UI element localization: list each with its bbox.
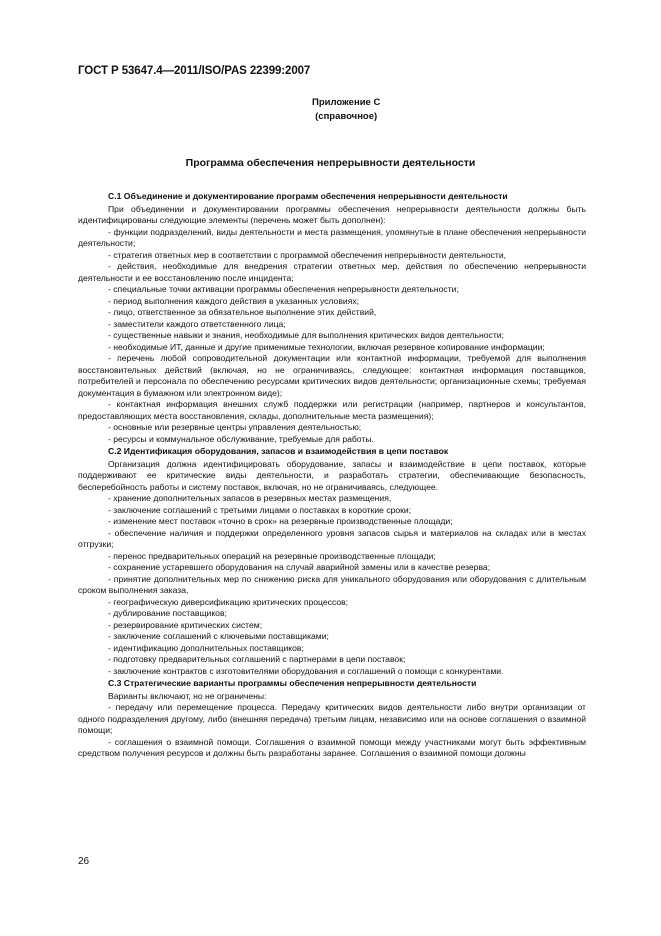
appendix-label: Приложение С: [312, 97, 381, 108]
paragraph: - специальные точки активации программы обеспечения непрерывности деятельности;: [108, 284, 459, 294]
paragraph: - функции подразделений, виды деятельности и места размещения, упомянутые в плане обеспечения непрерывности деятельности;: [78, 226, 586, 248]
paragraph: - необходимые ИТ, данные и другие применимые технологии, включая резервное копирование информации;: [108, 341, 545, 352]
standard-header: ГОСТ Р 53647.4—2011/ISO/PAS 22399:2007: [78, 65, 311, 77]
section-heading: С.3 Стратегические варианты программы обеспечения непрерывности деятельности: [108, 678, 477, 688]
paragraph: - стратегия ответных мер в соответствии с программой обеспечения непрерывности деятельности,: [108, 249, 507, 260]
paragraph: - принятие дополнительных мер по снижению риска для уникального оборудования или оборудования с длительным сроком выполнения заказа,: [78, 573, 586, 595]
paragraph: - период выполнения каждого действия в указанных условиях;: [108, 295, 360, 306]
paragraph: - резервирование критических систем;: [108, 619, 263, 630]
paragraph: - лицо, ответственное за обязательное выполнение этих действий,: [108, 307, 377, 317]
paragraph: При объединении и документировании программы обеспечения непрерывности деятельности должны быть идентифицированы следующие элементы (перечень может быть дополнен):: [78, 203, 586, 225]
section-heading: С.1 Объединение и документирование программ обеспечения непрерывности деятельности: [108, 191, 508, 201]
paragraph: - соглашения о взаимной помощи. Соглашения о взаимной помощи между участниками могут быть эффективным средством получения ресурсов и должны быть разработаны заранее. Соглашения о взаимной помощи должны: [78, 736, 586, 758]
paragraph: - перечень любой сопроводительной документации или контактной информации, требуемой для выполнения восстановительных действий (включая, но не ограничиваясь, следующее: контактная информация поставщиков, потребителей и персонала по обеспечению ресурсами критических видов деятельности; организационные схемы; требуемая документация в бумажном или электронном виде);: [78, 353, 586, 398]
paragraph: - хранение дополнительных запасов в резервных местах размещения,: [108, 493, 392, 503]
paragraph: Варианты включают, но не ограничены:: [108, 690, 267, 701]
paragraph: - основные или резервные центры управления деятельностью;: [108, 422, 362, 432]
paragraph: - идентификацию дополнительных поставщиков;: [108, 642, 304, 653]
section-heading: С.2 Идентификация оборудования, запасов и взаимодействия в цепи поставок: [108, 446, 449, 456]
appendix-heading: [312, 96, 380, 124]
paragraph: - действия, необходимые для внедрения стратегии ответных мер, действия по обеспечению непрерывности деятельности и ее восстановлению после инцидента;: [78, 261, 586, 283]
paragraph: - контактная информация внешних служб поддержки или регистрации (например, партнеров и консультантов, предоставляющих места восстановления, склады, дополнительные места размещения);: [78, 399, 586, 421]
paragraph: - заключение соглашений с ключевыми поставщиками;: [108, 631, 329, 641]
appendix-title: Программа обеспечения непрерывности деятельности: [185, 157, 476, 169]
document-body: [78, 190, 586, 760]
paragraph: - заместители каждого ответственного лица;: [108, 318, 286, 329]
paragraph: - существенные навыки и знания, необходимые для выполнения критических видов деятельности;: [108, 330, 504, 340]
paragraph: - обеспечение наличия и поддержки определенного уровня запасов сырья и материалов на складах или в местах отгрузки;: [78, 527, 586, 549]
paragraph: - ресурсы и коммунальное обслуживание, требуемые для работы.: [108, 433, 374, 444]
paragraph: - географическую диверсификацию критических процессов;: [108, 596, 349, 607]
paragraph: - перенос предварительных операций на резервные производственные площади;: [108, 550, 436, 561]
paragraph: - дублирование поставщиков;: [108, 608, 227, 618]
paragraph: - изменение мест поставок «точно в срок» на резервные производственные площади;: [108, 516, 453, 526]
paragraph: - сохранение устаревшего оборудования на случай аварийной замены или в качестве резерва;: [108, 562, 491, 572]
paragraph: - подготовку предварительных соглашений с партнерами в цепи поставок;: [108, 654, 406, 664]
paragraph: - заключение контрактов с изготовителями оборудования и соглашений о помощи с конкурентами.: [108, 665, 504, 676]
paragraph: Организация должна идентифицировать оборудование, запасы и взаимодействие в цепи поставок, которые поддерживают ее критические виды деятельности, и разработать стратегии, обеспечивающие безопасность, бесперебойность работы и систему поставок, включая, но не ограничиваясь, следующее.: [78, 458, 586, 492]
paragraph: - заключение соглашений с третьими лицами о поставках в короткие сроки;: [108, 504, 412, 515]
appendix-note: (справочное): [315, 111, 378, 122]
page-number: 26: [78, 856, 90, 867]
paragraph: - передачу или перемещение процесса. Передачу критических видов деятельности либо внутри организации от одного подразделения другому, либо (внешняя передача) третьим лицам, независимо или на основе соглашения о взаимной помощи;: [78, 702, 586, 735]
